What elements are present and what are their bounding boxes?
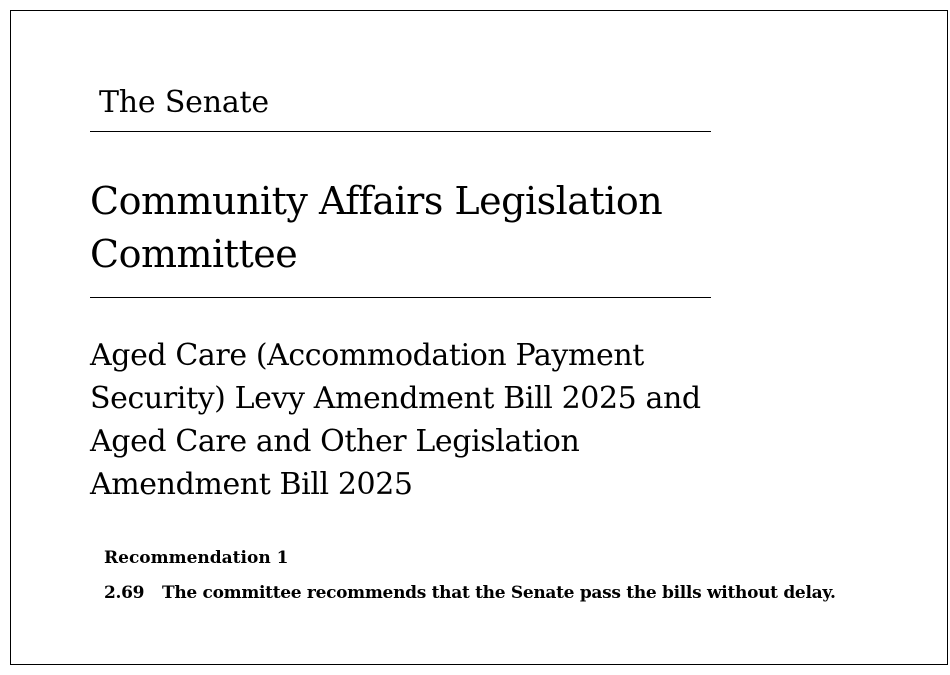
divider-bottom (90, 297, 711, 298)
recommendation-number: 2.69 (104, 583, 145, 603)
recommendation-paragraph (104, 581, 836, 605)
document-page (10, 10, 948, 665)
bill-title-line: Security) Levy Amendment Bill 2025 and (90, 381, 701, 416)
bill-title-line: Aged Care and Other Legislation (90, 424, 580, 459)
divider-top (90, 131, 711, 132)
committee-title-line: Community Affairs Legislation (90, 179, 663, 223)
committee-title-line: Committee (90, 232, 298, 276)
chamber-title: The Senate (99, 85, 269, 120)
recommendation-heading: Recommendation 1 (104, 548, 289, 568)
bill-title-line: Aged Care (Accommodation Payment (90, 338, 644, 373)
recommendation-text: The committee recommends that the Senate pass the bills without delay. (162, 583, 836, 603)
bill-title (90, 334, 730, 506)
bill-title-line: Amendment Bill 2025 (90, 467, 413, 502)
committee-title (90, 175, 730, 281)
